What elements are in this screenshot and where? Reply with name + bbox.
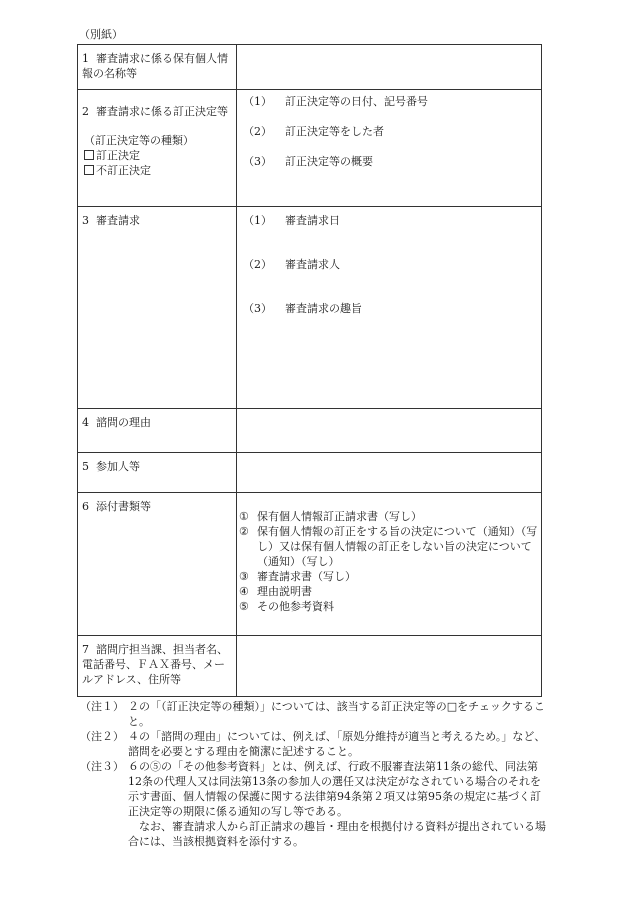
row-5 (78, 453, 542, 493)
row-5-value-cell[interactable] (237, 453, 542, 493)
row-6-value-cell[interactable] (237, 493, 542, 636)
attachment-item (239, 569, 539, 584)
attachment-text: その他参考資料 (257, 600, 334, 613)
note-2 (80, 729, 550, 759)
option-label-non-correction: 不訂正決定 (96, 164, 151, 177)
notes-section (80, 699, 550, 849)
checkbox-non-correction[interactable] (84, 163, 230, 178)
attachment-item (239, 584, 539, 599)
row-5-label: 参加人等 (96, 460, 140, 473)
row-1-number: 1 (82, 52, 89, 65)
row-2-number: 2 (82, 105, 89, 118)
circled-number: ④ (239, 585, 249, 598)
note-3 (80, 759, 550, 849)
row-6-label: 添付書類等 (96, 500, 151, 513)
row-7-number: 7 (82, 643, 89, 656)
row-4-value-cell[interactable] (237, 409, 542, 453)
row-2-label: 審査請求に係る訂正決定等 (96, 105, 228, 118)
note-text: ６の⑤の「その他参考資料」とは、例えば、行政不服審査法第11条の総代、同法第12条の代理人又は同法第13条の参加人の選任又は決定がなされている場合のそれを示す書面、個人情報の保護に関する法律第94条第２項又は第95条の規定に基づく訂正決定等の期限に係る通知の写し等である。 (128, 760, 541, 818)
attachment-text: 保有個人情報訂正請求書（写し） (257, 510, 422, 523)
checkbox-correction[interactable] (84, 148, 230, 163)
row-3 (78, 207, 542, 409)
row-4-number: 4 (82, 416, 89, 429)
attachment-text: 保有個人情報の訂正をする旨の決定について（通知）（写し）又は保有個人情報の訂正をしない旨の決定について（通知）（写し） (257, 525, 538, 568)
circled-number: ③ (239, 570, 249, 583)
form-table (77, 44, 542, 697)
note-3-paragraph: なお、審査請求人から訂正請求の趣旨・理由を根拠付ける資料が提出されている場合には、当該根拠資料を添付する。 (128, 820, 546, 848)
note-key: （注３） (80, 760, 124, 773)
note-key: （注１） (80, 700, 124, 713)
item-text: 訂正決定等をした者 (285, 125, 384, 138)
row-3-label: 審査請求 (96, 214, 140, 227)
page-heading: （別紙） (79, 28, 123, 41)
row-6 (78, 493, 542, 636)
row-5-label-cell (78, 453, 237, 493)
row-1-value-cell[interactable] (237, 45, 542, 90)
row-2-label-cell (78, 90, 237, 207)
row-7-label: 諮問庁担当課、担当者名、電話番号、ＦＡＸ番号、メールアドレス、住所等 (82, 643, 228, 686)
circled-number: ② (239, 525, 249, 538)
row-1 (78, 45, 542, 90)
item-number: （1） (243, 95, 272, 108)
circled-number: ⑤ (239, 600, 249, 613)
option-label-correction: 訂正決定 (96, 149, 140, 162)
item-text: 訂正決定等の日付、記号番号 (285, 95, 428, 108)
row-6-label-cell (78, 493, 237, 636)
note-text: ２の「（訂正決定等の種類）」については、該当する訂正決定等の□をチェックすること。 (128, 700, 545, 728)
row-2-value-cell[interactable] (237, 90, 542, 207)
note-key: （注２） (80, 730, 124, 743)
checkbox-square-icon[interactable] (84, 150, 94, 160)
note-text: ４の「諮問の理由」については、例えば、「原処分維持が適当と考えるため。」など、諮問を必要とする理由を簡潔に記述すること。 (128, 730, 546, 758)
item-number: （3） (243, 302, 272, 315)
row-4 (78, 409, 542, 453)
row-3-label-cell (78, 207, 237, 409)
checkbox-square-icon[interactable] (84, 165, 94, 175)
note-1 (80, 699, 550, 729)
row-4-label: 諮問の理由 (96, 416, 151, 429)
row-2 (78, 90, 542, 207)
item-number: （3） (243, 155, 272, 168)
row-1-label-cell (78, 45, 237, 90)
attachment-item (239, 509, 539, 524)
row-5-number: 5 (82, 460, 89, 473)
item-number: （2） (243, 258, 272, 271)
row-6-number: 6 (82, 500, 89, 513)
row-7-value-cell[interactable] (237, 636, 542, 697)
item-text: 審査請求人 (285, 258, 340, 271)
row-7 (78, 636, 542, 697)
row-3-value-cell[interactable] (237, 207, 542, 409)
row-1-label: 審査請求に係る保有個人情報の名称等 (82, 52, 228, 80)
row-7-label-cell (78, 636, 237, 697)
item-text: 審査請求の趣旨 (285, 302, 362, 315)
item-text: 訂正決定等の概要 (285, 155, 373, 168)
item-number: （2） (243, 125, 272, 138)
attachment-item (239, 524, 539, 569)
row-4-label-cell (78, 409, 237, 453)
attachment-text: 理由説明書 (257, 585, 312, 598)
circled-number: ① (239, 510, 249, 523)
item-number: （1） (243, 214, 272, 227)
row-3-number: 3 (82, 214, 89, 227)
item-text: 審査請求日 (285, 214, 340, 227)
attachment-item (239, 599, 539, 614)
correction-kind-title: （訂正決定等の種類） (84, 134, 194, 147)
attachment-text: 審査請求書（写し） (257, 570, 356, 583)
